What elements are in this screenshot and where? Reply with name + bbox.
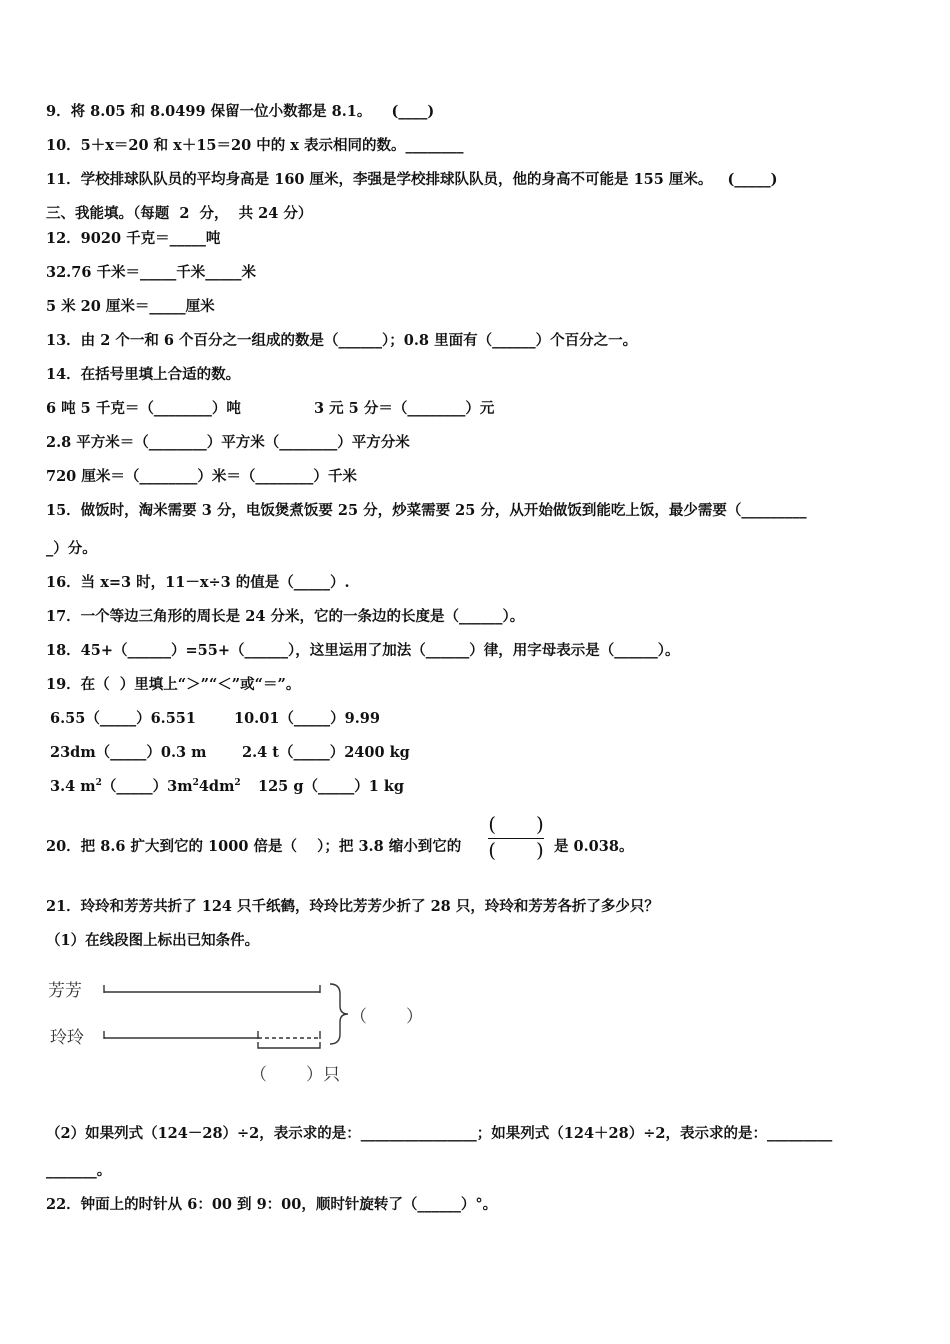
question-17: 17．一个等边三角形的周长是 24 分米，它的一条边的长度是（______）。	[46, 608, 525, 625]
question-16: 16．当 x=3 时，11－x÷3 的值是（_____）.	[46, 574, 350, 591]
r3a-part3: 4dm	[198, 778, 235, 795]
question-19-title: 19．在（ ）里填上“＞”“＜”或“＝”。	[46, 676, 301, 693]
r3a-part2: （_____）3m	[101, 778, 193, 795]
segment-lines	[44, 966, 444, 1086]
question-13: 13．由 2 个一和 6 个百分之一组成的数是（______）；0.8 里面有（______）个百分之一。	[46, 332, 638, 349]
question-19-r1a: 6.55（_____）6.551	[50, 710, 196, 727]
diff-paren-close: ）只	[306, 1065, 340, 1085]
question-15-line2: _）分。	[46, 540, 97, 557]
r3a-part1: 3.4 m	[50, 778, 96, 795]
den-open: (	[488, 838, 496, 862]
question-19-r2a: 23dm（_____）0.3 m	[50, 744, 207, 761]
question-9: 9．将 8.05 和 8.0499 保留一位小数都是 8.1。 (____)	[46, 103, 435, 120]
total-paren-close: ）	[406, 1007, 423, 1027]
section-3-heading: 三、我能填。（每题 2 分， 共 24 分）	[46, 205, 313, 222]
question-21-part1: （1）在线段图上标出已知条件。	[46, 932, 260, 949]
question-14-a1: 6 吨 5 千克＝（________）吨	[46, 400, 241, 417]
question-20-after: 是 0.038。	[554, 838, 634, 855]
den-close: )	[536, 838, 544, 862]
question-12b: 32.76 千米＝_____千米_____米	[46, 264, 256, 281]
question-10: 10．5＋x＝20 和 x＋15＝20 中的 x 表示相同的数。________	[46, 137, 464, 154]
r3a-sup2: 2	[192, 778, 199, 789]
num-close: )	[536, 812, 544, 836]
label-fangfang: 芳芳	[48, 981, 82, 1001]
diff-paren-open: （	[250, 1065, 267, 1085]
total-paren-open: （	[350, 1007, 367, 1027]
question-21-part2-line1: （2）如果列式（124－28）÷2，表示求的是：________________；如果列式（124＋28）÷2，表示求的是：_________	[46, 1125, 833, 1142]
question-19-r3a	[50, 777, 241, 797]
question-19-r3b: 125 g（_____）1 kg	[258, 778, 405, 795]
question-18: 18．45+（______）=55+（______），这里运用了加法（______）律，用字母表示是（______）。	[46, 642, 680, 659]
question-21-title: 21．玲玲和芳芳共折了 124 只千纸鹤，玲玲比芳芳少折了 28 只，玲玲和芳芳各折了多少只？	[46, 898, 659, 915]
fraction-denominator	[484, 840, 548, 860]
question-14-title: 14．在括号里填上合适的数。	[46, 366, 241, 383]
question-12c: 5 米 20 厘米＝_____厘米	[46, 298, 215, 315]
question-19-r2b: 2.4 t（_____）2400 kg	[242, 744, 410, 761]
r3a-sup3: 2	[234, 778, 241, 789]
question-11: 11．学校排球队队员的平均身高是 160 厘米，李强是学校排球队队员，他的身高不可能是 155 厘米。 (_____)	[46, 171, 778, 188]
num-open: (	[488, 812, 496, 836]
question-15-line1: 15．做饭时，淘米需要 3 分，电饭煲煮饭要 25 分，炒菜需要 25 分，从开始做饭到能吃上饭，最少需要（_________	[46, 502, 807, 519]
r3a-sup1: 2	[95, 778, 102, 789]
question-14-b: 2.8 平方米＝（________）平方米（________）平方分米	[46, 434, 410, 451]
label-lingling: 玲玲	[50, 1028, 84, 1048]
fraction-blank	[484, 812, 548, 864]
question-14-c: 720 厘米＝（________）米＝（________）千米	[46, 468, 357, 485]
fraction-numerator	[484, 814, 548, 834]
question-14-a2: 3 元 5 分＝（________）元	[314, 400, 495, 417]
question-19-r1b: 10.01（_____）9.99	[234, 710, 380, 727]
question-22: 22．钟面上的时针从 6：00 到 9：00，顺时针旋转了（______）°。	[46, 1196, 498, 1213]
question-21-part2-line2: _______。	[46, 1162, 112, 1179]
segment-diagram	[44, 966, 444, 1086]
question-20-before: 20．把 8.6 扩大到它的 1000 倍是（ ）；把 3.8 缩小到它的	[46, 838, 462, 855]
question-12a: 12．9020 千克＝_____吨	[46, 230, 221, 247]
